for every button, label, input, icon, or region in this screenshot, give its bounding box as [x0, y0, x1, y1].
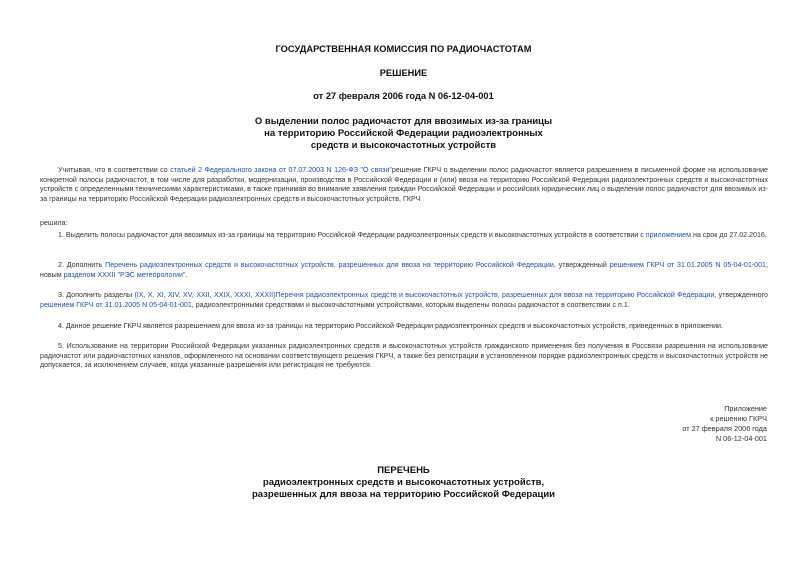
appendix-link[interactable]: приложением [645, 231, 691, 239]
section-link[interactable]: разделом XXXII "РЭС метеорологии" [63, 270, 186, 279]
preamble-text: Учитывая, что в соответствии со [58, 166, 171, 174]
resolved-label: решила: [40, 219, 68, 227]
appendix-line: Приложение [724, 404, 767, 413]
commission-heading: ГОСУДАРСТВЕННАЯ КОМИССИЯ ПО РАДИОЧАСТОТАМ [275, 44, 532, 54]
item-text: , новым [40, 261, 768, 279]
decision-date-number: от 27 февраля 2006 года N 06-12-04-001 [313, 91, 494, 101]
item-2 [40, 261, 768, 280]
list-title-line: разрешенных для ввоза на территорию Российской Федерации [251, 489, 556, 500]
preamble-text: решение ГКРЧ о выделении полос радиочастот является разрешением в письменной форме на использование конкретной полосы радиочастот, в том числе для разработки, модернизации, производства в Российской Федерации и (или) ввоза на территорию Российской Федерации радиоэлектронных средств и высокочастотных устройств с определенными техническими характеристиками, в также принимая во внимание заявления граждан Российской Федерации и российских юридических лиц о выделении полос радиочастот для ввозимых из-за границы на территорию Российской Федерации радиоэлектронных средств и высокочастотных устройств, ГКРЧ [40, 166, 769, 203]
item-text: , радиоэлектронными средствами и высокочастотными устройствами, которым выделены полосы радиочастот в соответствии с п.1. [191, 300, 630, 309]
item-text: 1. Выделить полосы радиочастот для ввозимых из-за границы на территорию Российской Федерации радиоэлектронных средств и высокочастотных устройств в соответствии с [58, 231, 646, 239]
appendix-line: к решению ГКРЧ [710, 413, 767, 423]
list-title-line: радиоэлектронных средств и высокочастотных устройств, [262, 477, 545, 488]
appendix-reference [567, 404, 767, 444]
item-5: 5. Использование на территории Российской Федерации указанных радиоэлектронных средств и высокочастотных устройств гражданского применения без получения в Россвязи разрешения на использование радиочастот или радиочастотных каналов, оформленного на основании соответствующего решения ГКРЧ, а также без регистрации в установленном порядке радиоэлектронных средств и высокочастотных устройств не допускается, за исключением случаев, когда указанные разрешения или регистрация не требуются. [40, 342, 768, 370]
decision-title-line: на территорию Российской Федерации радиоэлектронных [264, 128, 543, 139]
law-link[interactable]: статьей 2 Федерального закона от 07.07.2003 N 126-ФЗ "О связи" [170, 166, 392, 174]
item-1 [40, 231, 768, 241]
item-4: 4. Данное решение ГКРЧ является разрешением для ввоза из-за границы на территорию Российской Федерации радиоэлектронных средств и высокочастотных устройств, приведенных в приложении. [58, 322, 723, 330]
decision-link[interactable]: решением ГКРЧ от 31.01.2005 N 05-04-01-001 [609, 261, 767, 269]
appendix-line: N 06-12-04-001 [715, 433, 767, 443]
item-text: , утвержденный [553, 261, 610, 269]
preamble-paragraph [40, 166, 768, 204]
decision-title [0, 116, 807, 152]
list-link[interactable]: Перечня радиоэлектронных средств и высокочастотных устройств, разрешенных для ввоза на территорию Российской Федерации [275, 291, 715, 299]
item-text: 2. Дополнить [58, 261, 106, 269]
list-title-line: ПЕРЕЧЕНЬ [377, 465, 430, 476]
decision-title-line: О выделении полос радиочастот для ввозимых из-за границы [254, 116, 553, 127]
item-text: , утвержденного [714, 291, 768, 299]
list-title [0, 465, 807, 501]
decision-heading: РЕШЕНИЕ [379, 68, 428, 78]
list-link[interactable]: Перечень радиоэлектронных средств и высокочастотных устройств, разрешенных для ввоза на территорию Российской Федерации [105, 261, 554, 269]
item-text: на срок до 27.02.2016. [691, 231, 767, 239]
decision-link[interactable]: решением ГКРЧ от 31.01.2005 N 05-04-01-001 [40, 300, 192, 309]
item-3 [40, 291, 768, 310]
item-text: 3. Дополнить разделы [58, 291, 135, 299]
sections-link[interactable]: (IX, X, XI, XIV, XV, XXII, XXIX, XXXI, XXXII) [134, 291, 276, 299]
item-text: . [185, 270, 188, 279]
appendix-line: от 27 февраля 2006 года [682, 423, 767, 433]
decision-title-line: средств и высокочастотных устройств [310, 140, 497, 151]
